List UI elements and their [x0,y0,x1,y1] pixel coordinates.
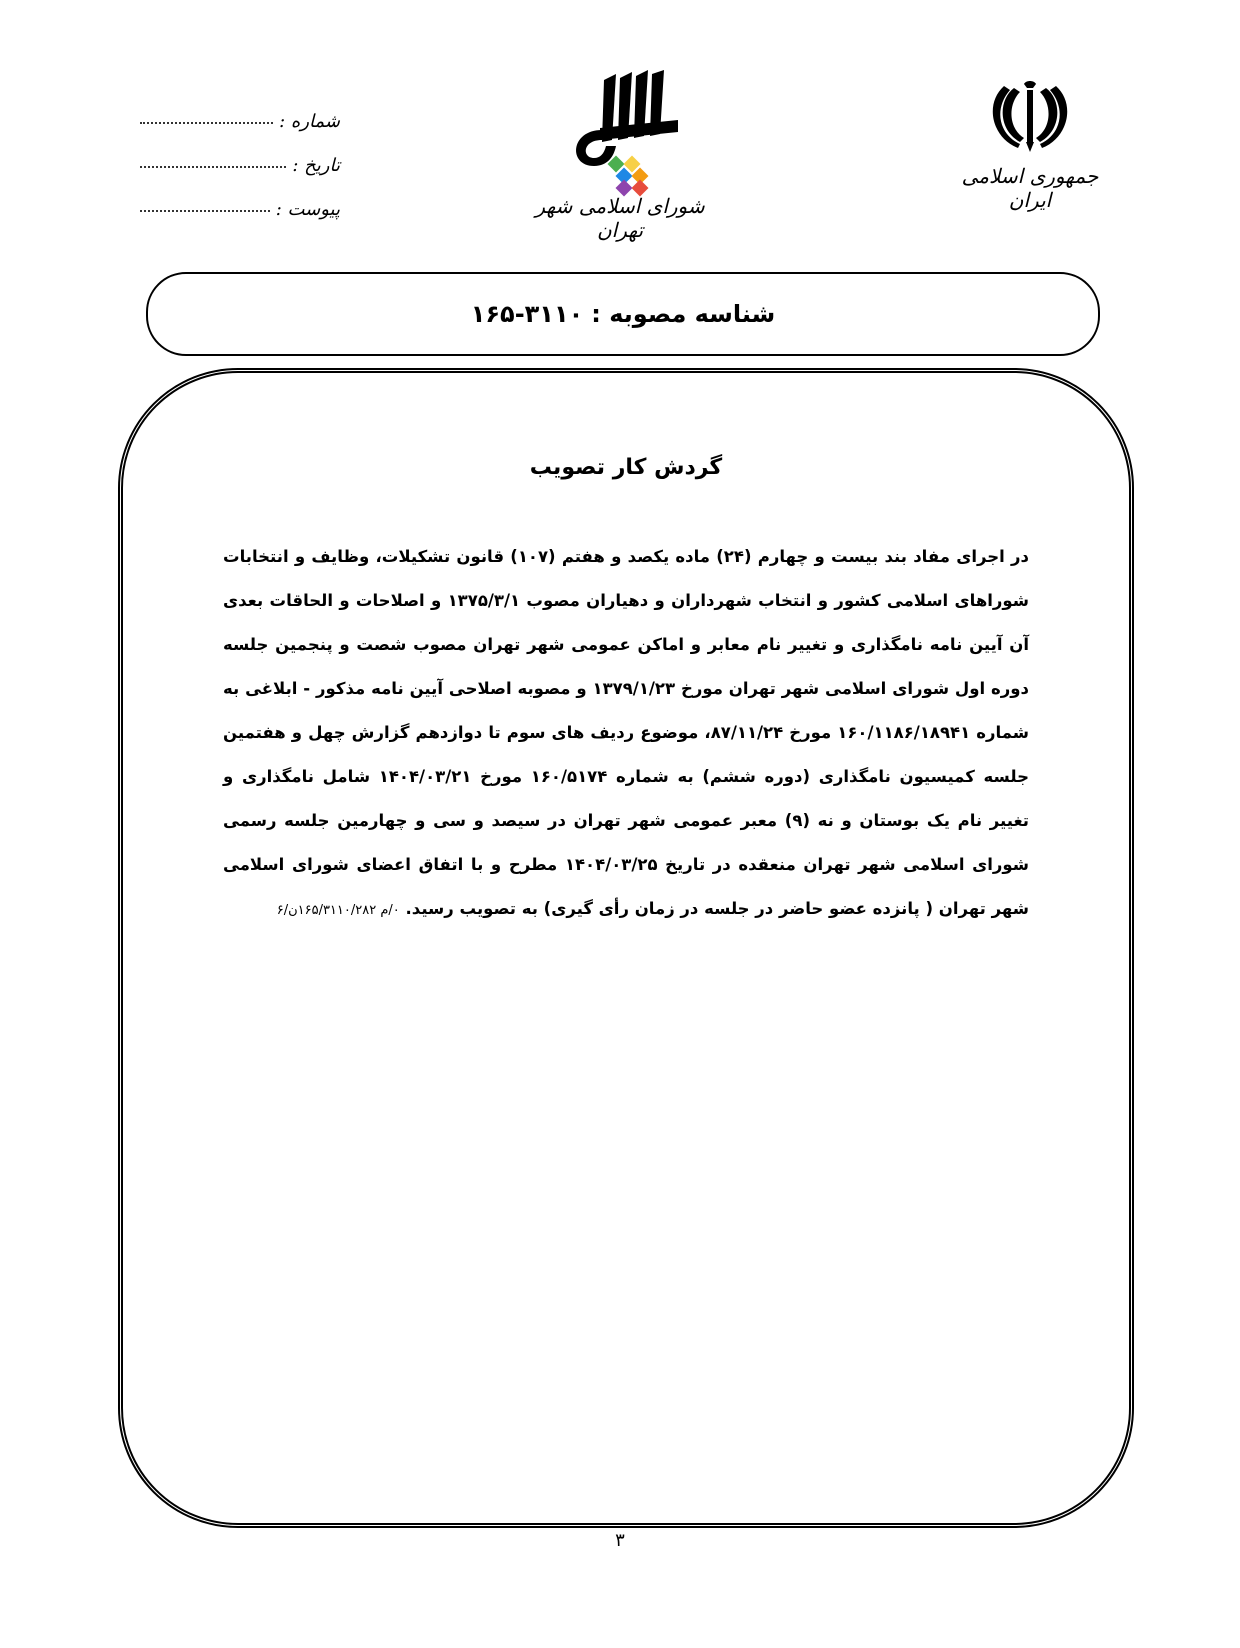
council-name: شورای اسلامی شهر تهران [535,194,705,242]
meta-date-label: تاریخ : [292,155,340,176]
letter-meta-fields [140,88,340,220]
workflow-title: گردش کار تصویب [529,455,723,480]
council-logo [525,70,715,260]
approval-id-box [146,272,1100,356]
emblem-caption: جمهوری اسلامی ایران [961,164,1099,212]
workflow-body [223,535,1029,933]
iran-emblem [950,80,1110,212]
emblem-icon [990,80,1070,152]
approval-id-label: شناسه مصوبه : [591,300,776,328]
meta-attachment-label: پیوست : [275,199,340,220]
reference-code: ۰/م ۱۶۵/۳۱۱۰/۲۸۲ن/۶ [276,903,400,918]
page-number: ۳ [615,1530,625,1551]
council-logo-icon [560,70,680,200]
meta-date-row [140,132,340,176]
approval-id-value: ۱۶۵-۳۱۱۰ [470,300,584,328]
meta-number-blank [140,121,273,124]
meta-attachment-blank [140,209,270,212]
approval-workflow-frame [118,368,1134,1528]
workflow-body-text: در اجرای مفاد بند بیست و چهارم (۲۴) ماده یکصد و هفتم (۱۰۷) قانون تشکیلات، وظایف و انتخابات شوراهای اسلامی کشور و انتخاب شهرداران و دهیاران مصوب ۱۳۷۵/۳/۱ و اصلاحات و الحاقات بعدی آن آیین نامه نامگذاری و تغییر نام معابر و اماکن عمومی شهر تهران مصوب شصت و پنجمین جلسه دوره اول شورای اسلامی شهر تهران مورخ ۱۳۷۹/۱/۲۳ و مصوبه اصلاحی آیین نامه مذکور - ابلاغی به شماره ۱۶۰/۱۱۸۶/۱۸۹۴۱ مورخ ۸۷/۱۱/۲۴، موضوع ردیف های سوم تا دوازدهم گزارش چهل و هفتمین جلسه کمیسیون نامگذاری (دوره ششم) به شماره ۱۶۰/۵۱۷۴ مورخ ۱۴۰۴/۰۳/۲۱ شامل نامگذاری و تغییر نام یک بوستان و نه (۹) معبر عمومی شهر تهران در سیصد و سی و چهارمین جلسه رسمی شورای اسلامی شهر تهران منعقده در تاریخ ۱۴۰۴/۰۳/۲۵ مطرح و با اتفاق اعضای شورای اسلامی شهر تهران ( پانزده عضو حاضر در جلسه در زمان رأی گیری) به تصویب رسید. [223,547,1030,918]
meta-number-row [140,88,340,132]
meta-number-label: شماره : [279,111,340,132]
meta-date-blank [140,165,286,168]
meta-attachment-row [140,176,340,220]
